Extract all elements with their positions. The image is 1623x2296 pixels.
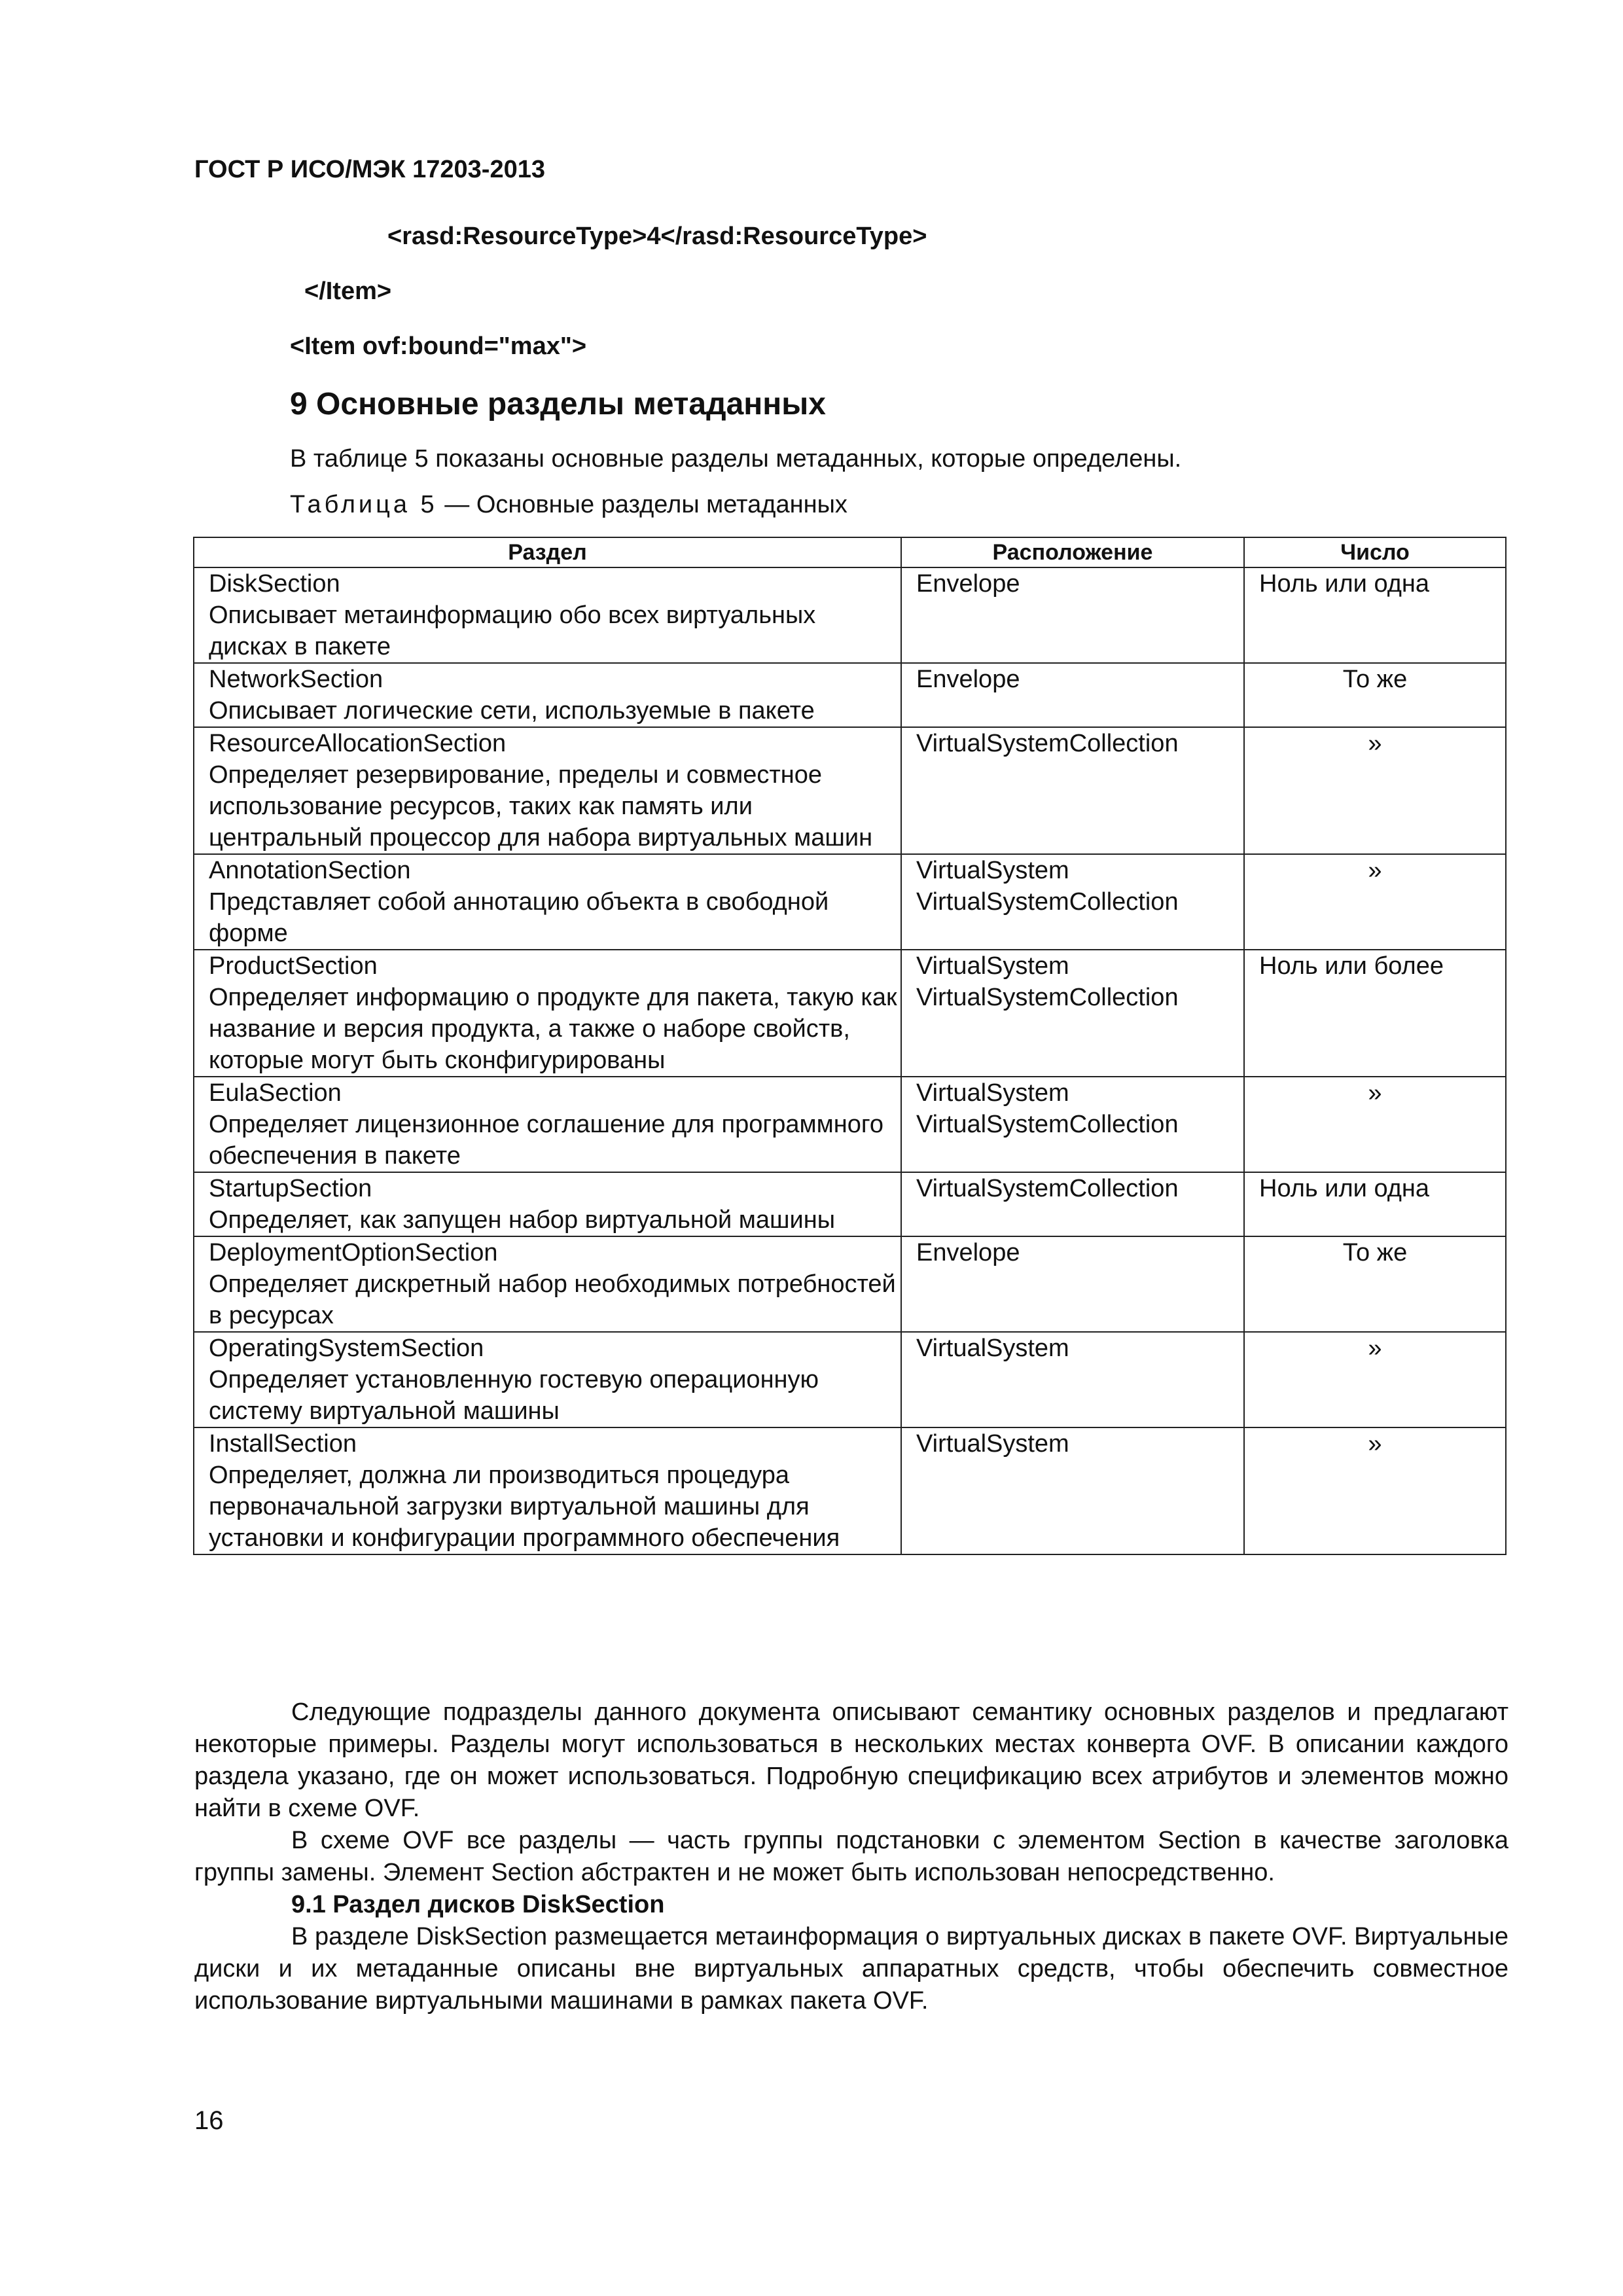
table-row xyxy=(194,1236,1506,1332)
location-cell xyxy=(901,663,1244,727)
table-row xyxy=(194,727,1506,854)
location-value: VirtualSystem xyxy=(916,1430,1069,1458)
count-cell: » xyxy=(1244,1427,1506,1554)
section-description: Определяет резервирование, пределы и совместное использование ресурсов, таких как память или центральный процессор для набора виртуальных машин xyxy=(209,761,873,852)
section-cell xyxy=(194,1332,901,1427)
column-header-section: Раздел xyxy=(194,537,901,567)
table-row xyxy=(194,663,1506,727)
location-value: Envelope xyxy=(916,666,1020,693)
body-paragraph: Следующие подразделы данного документа описывают семантику основных разделов и предлагают некоторые примеры. Разделы могут использоваться в нескольких местах конверта OVF. В описании каждого раздела указано, где он может использоваться. Подробную спецификацию всех атрибутов и элементов можно найти в схеме OVF. xyxy=(194,1698,1508,1822)
location-value: VirtualSystem xyxy=(916,1079,1069,1107)
body-text xyxy=(194,1696,1508,2017)
section-description: Определяет установленную гостевую операционную систему виртуальной машины xyxy=(209,1366,819,1425)
section-description: Описывает логические сети, используемые в пакете xyxy=(209,697,815,725)
location-value: VirtualSystemCollection xyxy=(916,984,1179,1011)
section-cell xyxy=(194,1172,901,1236)
location-cell xyxy=(901,727,1244,854)
table-header-row xyxy=(194,537,1506,567)
table-row xyxy=(194,950,1506,1077)
code-line: <Item ovf:bound="max"> xyxy=(290,332,587,360)
section-name: DiskSection xyxy=(209,570,340,598)
location-value: Envelope xyxy=(916,570,1020,598)
section-description: Определяет информацию о продукте для пакета, такую как название и версия продукта, а также о наборе свойств, которые могут быть сконфигурированы xyxy=(209,984,897,1074)
location-value: VirtualSystem xyxy=(916,952,1069,980)
metadata-sections-table xyxy=(193,537,1507,1555)
section-name: EulaSection xyxy=(209,1079,342,1107)
section-name: ResourceAllocationSection xyxy=(209,730,507,757)
location-value: VirtualSystemCollection xyxy=(916,730,1179,757)
section-cell xyxy=(194,1427,901,1554)
count-cell: » xyxy=(1244,1332,1506,1427)
document-header: ГОСТ Р ИСО/МЭК 17203-2013 xyxy=(194,156,545,183)
section-cell xyxy=(194,567,901,663)
count-cell: » xyxy=(1244,854,1506,950)
section-description: Определяет лицензионное соглашение для программного обеспечения в пакете xyxy=(209,1111,884,1170)
location-value: Envelope xyxy=(916,1239,1020,1266)
count-cell: Ноль или одна xyxy=(1244,1172,1506,1236)
location-value: VirtualSystemCollection xyxy=(916,1175,1179,1202)
location-value: VirtualSystem xyxy=(916,1335,1069,1362)
section-description: Описывает метаинформацию обо всех виртуальных дисках в пакете xyxy=(209,601,816,660)
table-row xyxy=(194,854,1506,950)
location-cell xyxy=(901,854,1244,950)
intro-paragraph: В таблице 5 показаны основные разделы метаданных, которые определены. xyxy=(290,445,1182,473)
section-cell xyxy=(194,663,901,727)
location-cell xyxy=(901,567,1244,663)
table-row xyxy=(194,1172,1506,1236)
count-cell: Ноль или более xyxy=(1244,950,1506,1077)
body-paragraph: В схеме OVF все разделы — часть группы подстановки с элементом Section в качестве заголовка группы замены. Элемент Section абстрактен и не может быть использован непосредственно. xyxy=(194,1827,1508,1886)
table-caption-title: Основные разделы метаданных xyxy=(476,491,847,518)
count-cell: » xyxy=(1244,1077,1506,1172)
section-name: ProductSection xyxy=(209,952,378,980)
location-cell xyxy=(901,1427,1244,1554)
count-cell: То же xyxy=(1244,1236,1506,1332)
code-line: <rasd:ResourceType>4</rasd:ResourceType> xyxy=(387,223,927,250)
table-row xyxy=(194,567,1506,663)
section-cell xyxy=(194,1077,901,1172)
count-cell: » xyxy=(1244,727,1506,854)
body-paragraph: В разделе DiskSection размещается метаинформация о виртуальных дисках в пакете OVF. Виртуальные диски и их метаданные описаны вне виртуальных аппаратных средств, чтобы обеспечить совместное использование виртуальными машинами в рамках пакета OVF. xyxy=(194,1923,1508,2015)
location-cell xyxy=(901,950,1244,1077)
location-cell xyxy=(901,1077,1244,1172)
section-name: DeploymentOptionSection xyxy=(209,1239,498,1266)
table-row xyxy=(194,1077,1506,1172)
section-description: Определяет, должна ли производиться процедура первоначальной загрузки виртуальной машины для установки и конфигурации программного обеспечения xyxy=(209,1462,840,1552)
section-name: OperatingSystemSection xyxy=(209,1335,484,1362)
table-caption-dash: — xyxy=(437,491,476,518)
code-line: </Item> xyxy=(304,278,392,305)
table-caption-label: Таблица 5 xyxy=(290,491,438,518)
section-description: Представляет собой аннотацию объекта в свободной форме xyxy=(209,888,829,947)
section-name: InstallSection xyxy=(209,1430,357,1458)
column-header-location: Расположение xyxy=(901,537,1244,567)
table-row xyxy=(194,1427,1506,1554)
location-value: VirtualSystemCollection xyxy=(916,888,1179,916)
page-number: 16 xyxy=(194,2106,224,2135)
location-cell xyxy=(901,1172,1244,1236)
count-cell: Ноль или одна xyxy=(1244,567,1506,663)
location-cell xyxy=(901,1236,1244,1332)
section-description: Определяет, как запущен набор виртуальной машины xyxy=(209,1206,836,1234)
section-name: NetworkSection xyxy=(209,666,383,693)
section-name: AnnotationSection xyxy=(209,857,411,884)
table-caption xyxy=(290,491,847,519)
section-cell xyxy=(194,854,901,950)
section-name: StartupSection xyxy=(209,1175,372,1202)
column-header-count: Число xyxy=(1244,537,1506,567)
section-cell xyxy=(194,1236,901,1332)
subsection-heading: 9.1 Раздел дисков DiskSection xyxy=(291,1891,665,1918)
location-value: VirtualSystemCollection xyxy=(916,1111,1179,1138)
table-row xyxy=(194,1332,1506,1427)
count-cell: То же xyxy=(1244,663,1506,727)
section-cell xyxy=(194,950,901,1077)
section-heading: 9 Основные разделы метаданных xyxy=(290,387,826,422)
location-value: VirtualSystem xyxy=(916,857,1069,884)
location-cell xyxy=(901,1332,1244,1427)
section-cell xyxy=(194,727,901,854)
section-description: Определяет дискретный набор необходимых потребностей в ресурсах xyxy=(209,1270,896,1329)
